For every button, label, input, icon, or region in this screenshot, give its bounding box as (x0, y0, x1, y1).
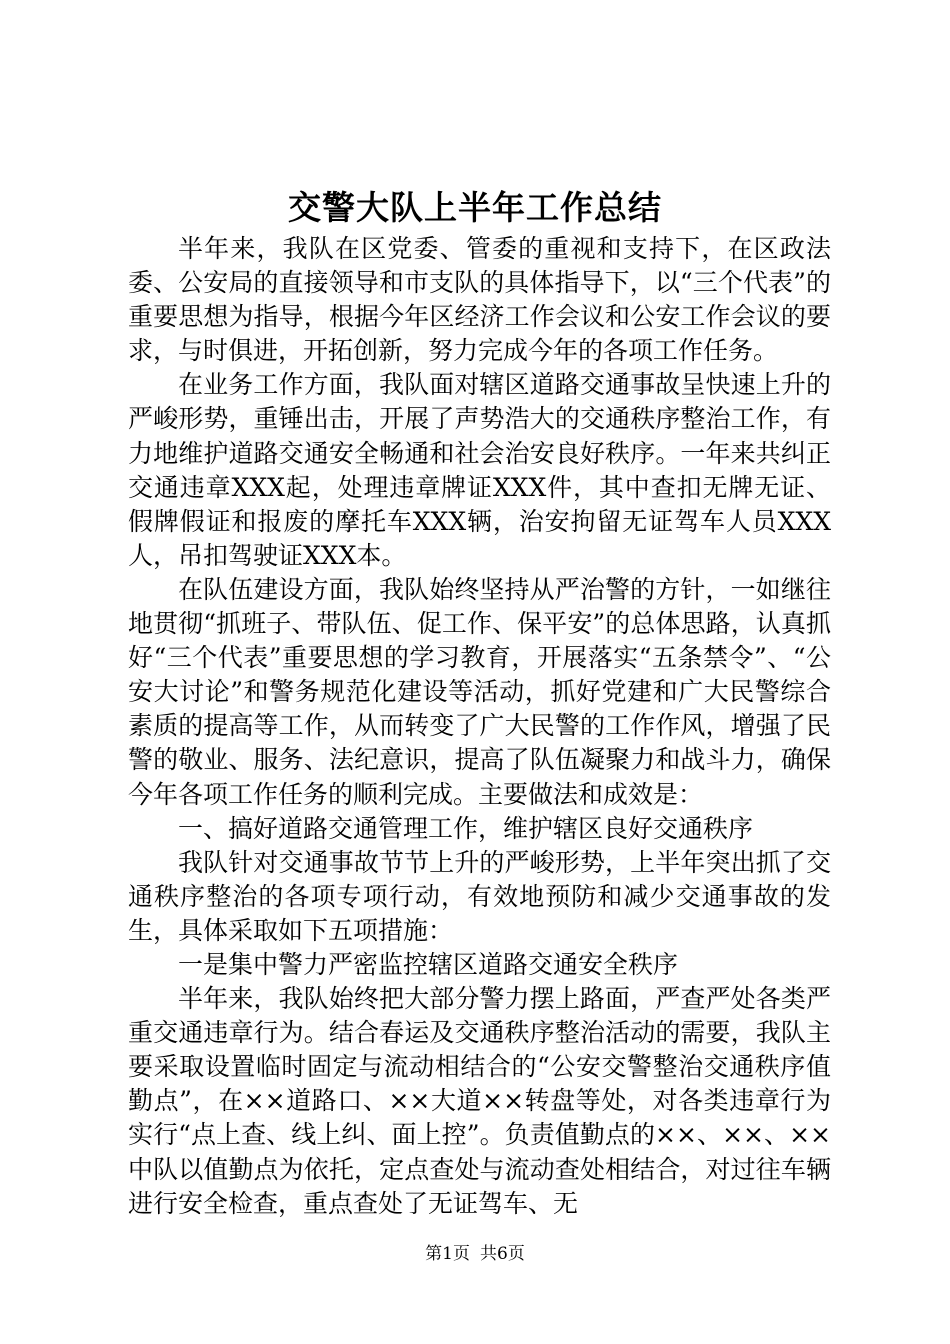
section-heading-traffic-management: 一、搞好道路交通管理工作，维护辖区良好交通秩序 (178, 813, 754, 843)
page-number: 第1页 (425, 1244, 470, 1264)
paragraph-business-work: 在业务工作方面，我队面对辖区道路交通事故呈快速上升的严峻形势，重锤出击，开展了声势浩大的交通秩序整治工作，有力地维护道路交通安全畅通和社会治安良好秩序。一年来共纠正交通违章XXX起，处理违章牌证XXX件，其中查扣无牌无证、假牌假证和报废的摩托车XXX辆，治安拘留无证驾车人员XXX人，吊扣驾驶证XXX本。 (128, 370, 831, 570)
page-footer (0, 1242, 950, 1266)
paragraph-five-measures: 我队针对交通事故节节上升的严峻形势，上半年突出抓了交通秩序整治的各项专项行动，有效地预防和减少交通事故的发生，具体采取如下五项措施： (128, 847, 831, 945)
document-body (128, 232, 831, 1221)
paragraph-intro: 半年来，我队在区党委、管委的重视和支持下，在区政法委、公安局的直接领导和市支队的具体指导下，以“三个代表”的重要思想为指导，根据今年区经济工作会议和公安工作会议的要求，与时俱进，开拓创新，努力完成今年的各项工作任务。 (128, 234, 831, 366)
document-title: 交警大队上半年工作总结 (288, 188, 662, 227)
page-total: 共6页 (480, 1244, 525, 1264)
subheading-police-monitoring: 一是集中警力严密监控辖区道路交通安全秩序 (178, 949, 679, 979)
paragraph-duty-points: 半年来，我队始终把大部分警力摆上路面，严查严处各类严重交通违章行为。结合春运及交通秩序整治活动的需要，我队主要采取设置临时固定与流动相结合的“公安交警整治交通秩序值勤点”，在××道路口、××大道××转盘等处，对各类违章行为实行“点上查、线上纠、面上控”。负责值勤点的××、××、××中队以值勤点为依托，定点查处与流动查处相结合，对过往车辆进行安全检查，重点查处了无证驾车、无 (128, 984, 831, 1218)
paragraph-team-building: 在队伍建设方面，我队始终坚持从严治警的方针，一如继往地贯彻“抓班子、带队伍、促工作、保平安”的总体思路，认真抓好“三个代表”重要思想的学习教育，开展落实“五条禁令”、“公安大讨论”和警务规范化建设等活动，抓好党建和广大民警综合素质的提高等工作，从而转变了广大民警的工作作风，增强了民警的敬业、服务、法纪意识，提高了队伍凝聚力和战斗力，确保今年各项工作任务的顺利完成。主要做法和成效是： (128, 574, 831, 809)
